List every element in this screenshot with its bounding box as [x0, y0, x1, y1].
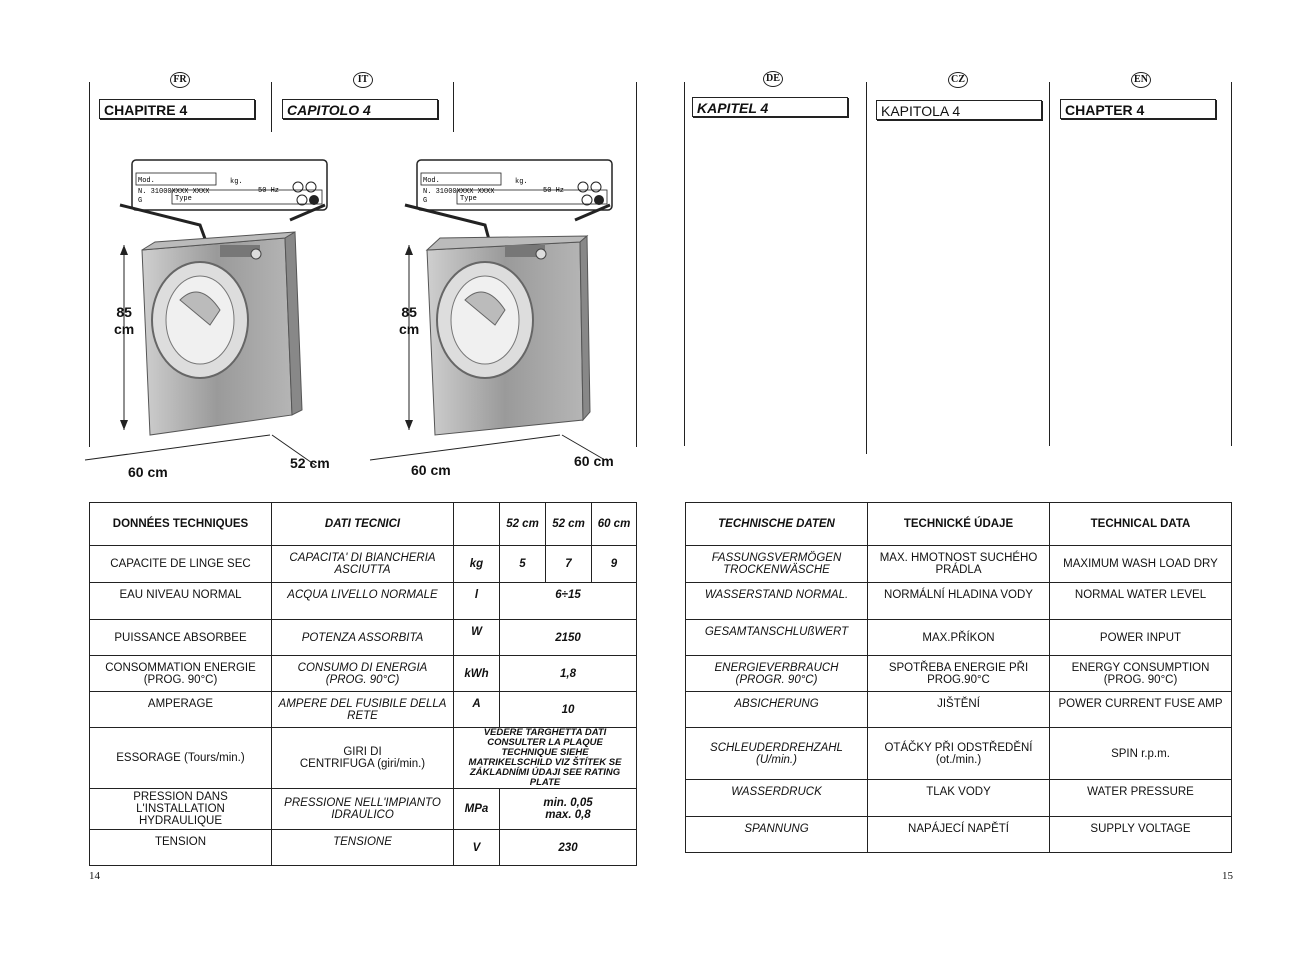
chapter-title-fr: CHAPITRE 4 — [99, 99, 255, 119]
table-cell: NORMÁLNÍ HLADINA VODY — [868, 583, 1050, 620]
chapter-title-it: CAPITOLO 4 — [282, 99, 438, 119]
table-cell: POWER INPUT — [1050, 620, 1232, 656]
column-divider — [1049, 82, 1050, 446]
technical-data-table-left — [89, 502, 637, 866]
table-cell: 5 — [500, 546, 546, 583]
table-header: 60 cm — [592, 503, 637, 546]
table-cell — [272, 728, 454, 789]
table-header — [454, 503, 500, 546]
table-cell: ENERGY CONSUMPTION (PROG. 90°C) — [1050, 656, 1232, 692]
table-cell: MPa — [454, 789, 500, 830]
table-header: DONNÉES TECHNIQUES — [90, 503, 272, 546]
plate-hz: 50 Hz — [258, 187, 280, 195]
table-cell: MAX. HMOTNOST SUCHÉHO PRÁDLA — [868, 546, 1050, 583]
table-header: TECHNISCHE DATEN — [686, 503, 868, 546]
table-cell: 230 — [500, 830, 637, 866]
table-cell: NORMAL WATER LEVEL — [1050, 583, 1232, 620]
table-cell: JIŠTĚNÍ — [868, 692, 1050, 728]
table-cell: SCHLEUDERDREHZAHL (U/min.) — [686, 728, 868, 780]
table-cell: WASSERSTAND NORMAL. — [686, 583, 868, 620]
table-header: DATI TECNICI — [272, 503, 454, 546]
rating-plate — [132, 160, 327, 210]
table-cell: SPOTŘEBA ENERGIE PŘI PROG.90°C — [868, 656, 1050, 692]
plate-n: N. 31000XXXX XXXX — [423, 188, 495, 196]
table-cell: TENSIONE — [272, 830, 454, 866]
plate-type: Type — [175, 195, 192, 203]
plate-hz: 50 Hz — [543, 187, 565, 195]
width-label: 60 cm — [128, 464, 168, 480]
plate-g: G — [138, 197, 143, 205]
height-label: 85 cm — [399, 304, 420, 337]
table-cell: 10 — [500, 692, 637, 728]
table-cell: 1,8 — [500, 656, 637, 692]
table-cell: WASSERDRUCK — [686, 780, 868, 817]
table-cell: AMPERAGE — [90, 692, 272, 728]
table-cell: SPANNUNG — [686, 817, 868, 853]
table-cell: PRESSION DANS L'INSTALLATION HYDRAULIQUE — [90, 789, 272, 830]
table-cell: ABSICHERUNG — [686, 692, 868, 728]
table-cell: GESAMTANSCHLUßWERT — [686, 620, 868, 656]
table-cell: AMPERE DEL FUSIBILE DELLA RETE — [272, 692, 454, 728]
flag-de-icon: DE — [763, 71, 783, 87]
table-cell: CONSUMO DI ENERGIA (PROG. 90°C) — [272, 656, 454, 692]
table-cell: EAU NIVEAU NORMAL — [90, 583, 272, 620]
table-cell: VEDERE TARGHETTA DATI CONSULTER LA PLAQUE TECHNIQUE SIEHE MATRIKELSCHILD VIZ ŠTÍTEK SE ZÁKLADNÍMI ÚDAJI SEE RATING PLATE — [454, 728, 637, 789]
column-divider — [453, 82, 454, 132]
table-cell: SUPPLY VOLTAGE — [1050, 817, 1232, 853]
table-cell: CAPACITE DE LINGE SEC — [90, 546, 272, 583]
table-cell: ENERGIEVERBRAUCH (PROGR. 90°C) — [686, 656, 868, 692]
spin-label-a: GIRI DI — [343, 746, 382, 758]
chapter-title-de: KAPITEL 4 — [692, 97, 848, 117]
table-cell: FASSUNGSVERMÖGEN TROCKENWÄSCHE — [686, 546, 868, 583]
table-cell: kg — [454, 546, 500, 583]
table-cell: W — [454, 620, 500, 656]
table-cell: 6÷15 — [500, 583, 637, 620]
table-cell: WATER PRESSURE — [1050, 780, 1232, 817]
column-divider — [271, 82, 272, 132]
table-cell: SPIN r.p.m. — [1050, 728, 1232, 780]
technical-data-table-right — [685, 502, 1232, 853]
rating-plate — [417, 160, 612, 210]
column-divider — [636, 82, 637, 447]
table-header: TECHNICKÉ ÚDAJE — [868, 503, 1050, 546]
table-cell: PRESSIONE NELL'IMPIANTO IDRAULICO — [272, 789, 454, 830]
plate-mod: Mod. — [138, 177, 155, 185]
depth-label: 60 cm — [574, 453, 614, 469]
page-number: 14 — [89, 870, 100, 882]
plate-n: N. 31000XXXX XXXX — [138, 188, 210, 196]
table-cell: TENSION — [90, 830, 272, 866]
page-number: 15 — [1222, 870, 1233, 882]
depth-label: 52 cm — [290, 455, 330, 471]
chapter-title-cz: KAPITOLA 4 — [876, 100, 1042, 120]
chapter-title-en: CHAPTER 4 — [1060, 99, 1216, 119]
table-cell: 9 — [592, 546, 637, 583]
flag-en-icon: EN — [1131, 72, 1151, 88]
column-divider — [684, 82, 685, 446]
flag-it-icon: IT — [353, 72, 373, 88]
table-cell: PUISSANCE ABSORBEE — [90, 620, 272, 656]
table-cell: MAX.PŘÍKON — [868, 620, 1050, 656]
table-cell: MAXIMUM WASH LOAD DRY — [1050, 546, 1232, 583]
table-cell: ESSORAGE (Tours/min.) — [90, 728, 272, 789]
table-header: 52 cm — [546, 503, 592, 546]
plate-mod: Mod. — [423, 177, 440, 185]
table-header: TECHNICAL DATA — [1050, 503, 1232, 546]
spin-label-b: CENTRIFUGA — [299, 758, 374, 770]
spin-label-c: (giri/min.) — [377, 758, 426, 770]
table-cell: ACQUA LIVELLO NORMALE — [272, 583, 454, 620]
table-cell: POTENZA ASSORBITA — [272, 620, 454, 656]
width-label: 60 cm — [411, 462, 451, 478]
table-cell: 7 — [546, 546, 592, 583]
table-cell: CAPACITA' DI BIANCHERIA ASCIUTTA — [272, 546, 454, 583]
plate-g: G — [423, 197, 428, 205]
table-cell: CONSOMMATION ENERGIE (PROG. 90°C) — [90, 656, 272, 692]
column-divider — [866, 82, 867, 454]
table-header: 52 cm — [500, 503, 546, 546]
table-cell: kWh — [454, 656, 500, 692]
table-cell: TLAK VODY — [868, 780, 1050, 817]
height-label: 85 cm — [114, 304, 135, 337]
plate-kg: kg. — [230, 178, 243, 186]
table-cell: l — [454, 583, 500, 620]
flag-fr-icon: FR — [170, 72, 190, 88]
table-cell: V — [454, 830, 500, 866]
flag-cz-icon: CZ — [948, 72, 968, 88]
table-cell: POWER CURRENT FUSE AMP — [1050, 692, 1232, 728]
table-cell: OTÁČKY PŘI ODSTŘEDĚNÍ (ot./min.) — [868, 728, 1050, 780]
table-cell: 2150 — [500, 620, 637, 656]
column-divider — [1231, 82, 1232, 446]
table-cell: NAPÁJECÍ NAPĚTÍ — [868, 817, 1050, 853]
table-cell: A — [454, 692, 500, 728]
table-cell: min. 0,05 max. 0,8 — [500, 789, 637, 830]
plate-kg: kg. — [515, 178, 528, 186]
plate-type: Type — [460, 195, 477, 203]
